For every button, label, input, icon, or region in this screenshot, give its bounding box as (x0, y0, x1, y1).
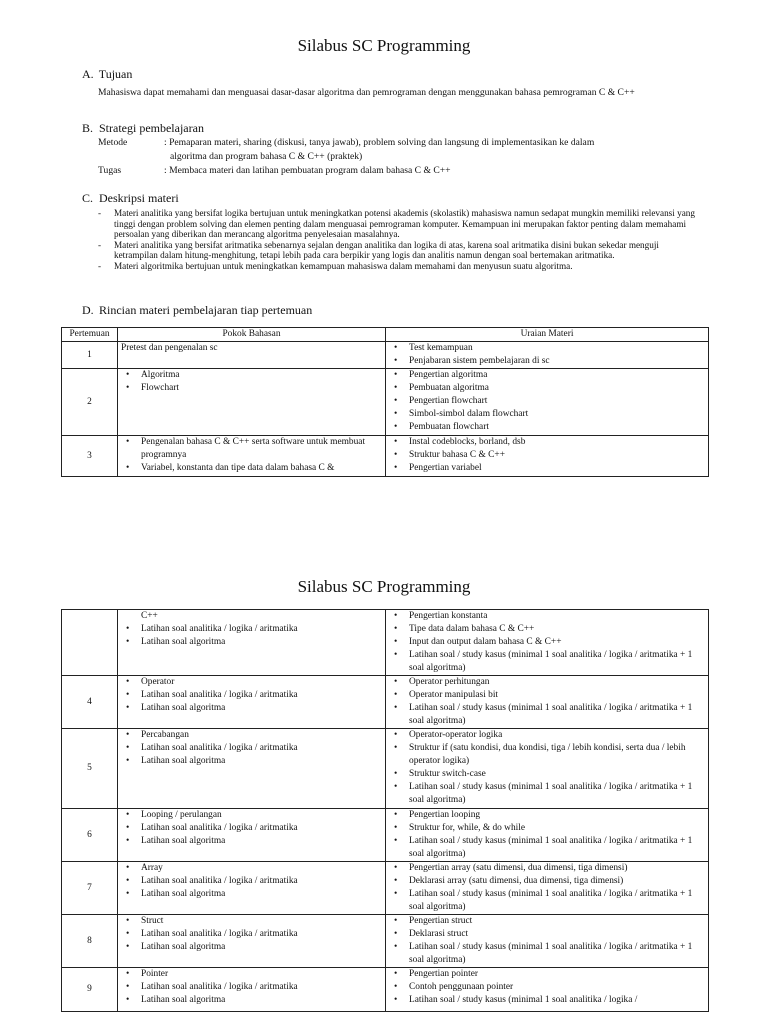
list-item: • Latihan soal analitika / logika / aritmatika (121, 822, 382, 835)
list-item: • Pointer (121, 968, 382, 981)
table-header-row (62, 328, 709, 342)
table-row (62, 915, 709, 968)
pertemuan-number: 8 (62, 915, 118, 968)
uraian-cell (386, 676, 709, 729)
pokok-bahasan-cell (118, 862, 386, 915)
section-letter: A. (82, 67, 94, 81)
pertemuan-number: 9 (62, 968, 118, 1012)
list-item: • Pengertian array (satu dimensi, dua dimensi, tiga dimensi) (389, 862, 705, 875)
pokok-bahasan-cell (118, 369, 386, 436)
list-item: • Struktur for, while, & do while (389, 822, 705, 835)
header-uraian-materi: Uraian Materi (386, 328, 709, 342)
table-row (62, 610, 709, 676)
list-item: • Percabangan (121, 729, 382, 742)
deskripsi-item: - Materi analitika yang bersifat logika bertujuan untuk meningkatkan potensi akademis (skolastik) mahasiswa namun sedapat mungkin memiliki relevansi yang tinggi dengan problem solving dan elemen penting dalam menguasai pemrograman komputer. Kemampuan ini merupakan faktor penting dalam memahami persoalan yang diberikan dan merancang algoritma penyelesaian masalahnya. (98, 208, 704, 240)
list-item: • Flowchart (121, 382, 382, 395)
list-item: • Latihan soal analitika / logika / aritmatika (121, 623, 382, 636)
list-item: • Latihan soal analitika / logika / aritmatika (121, 981, 382, 994)
list-item: • Input dan output dalam bahasa C & C++ (389, 636, 705, 649)
uraian-cell (386, 862, 709, 915)
table-row (62, 968, 709, 1012)
list-item: • Latihan soal / study kasus (minimal 1 soal analitika / logika / (389, 994, 705, 1007)
list-item: • Instal codeblocks, borland, dsb (389, 436, 705, 449)
list-item: • Struct (121, 915, 382, 928)
list-item: • Pengertian looping (389, 809, 705, 822)
pertemuan-number: 7 (62, 862, 118, 915)
uraian-cell (386, 968, 709, 1012)
table-row (62, 729, 709, 809)
list-item: • Pengertian pointer (389, 968, 705, 981)
list-item: • Deklarasi array (satu dimensi, dua dimensi, tiga dimensi) (389, 875, 705, 888)
tugas-row (98, 164, 704, 178)
pokok-bahasan-cell (118, 968, 386, 1012)
list-item: • Latihan soal / study kasus (minimal 1 soal analitika / logika / aritmatika + 1 soal algoritma) (389, 888, 705, 914)
uraian-cell (386, 610, 709, 676)
uraian-cell (386, 369, 709, 436)
section-letter: B. (82, 121, 94, 135)
list-item: • Operator-operator logika (389, 729, 705, 742)
header-pertemuan: Pertemuan (62, 328, 118, 342)
pokok-text: Pretest dan pengenalan sc (121, 343, 218, 353)
section-c-heading (82, 191, 179, 206)
metode-label: Metode (98, 137, 128, 148)
table-row (62, 862, 709, 915)
list-item: • Struktur switch-case (389, 768, 705, 781)
list-item: • Latihan soal algoritma (121, 994, 382, 1007)
section-title: Strategi pembelajaran (99, 121, 204, 135)
list-item: • Penjabaran sistem pembelajaran di sc (389, 355, 705, 368)
pokok-bahasan-cell (118, 436, 386, 477)
list-item: • Pembuatan flowchart (389, 421, 705, 434)
list-item: • Simbol-simbol dalam flowchart (389, 408, 705, 421)
tugas-value: : Membaca materi dan latihan pembuatan program dalam bahasa C & C++ (164, 165, 451, 176)
pertemuan-number: 2 (62, 369, 118, 436)
uraian-cell (386, 342, 709, 369)
list-item: • Latihan soal / study kasus (minimal 1 soal analitika / logika / aritmatika + 1 soal algoritma) (389, 941, 705, 967)
list-item: • Latihan soal analitika / logika / aritmatika (121, 875, 382, 888)
pertemuan-number: 1 (62, 342, 118, 369)
list-item: • Latihan soal analitika / logika / aritmatika (121, 928, 382, 941)
section-d-heading (82, 303, 312, 318)
header-pokok-bahasan: Pokok Bahasan (118, 328, 386, 342)
deskripsi-item: - Materi algoritmika bertujuan untuk meningkatkan kemampuan mahasiswa dalam memahami dan menyusun suatu algoritma. (98, 261, 704, 272)
pokok-bahasan-cell (118, 809, 386, 862)
page-title: Silabus SC Programming (297, 577, 471, 596)
list-item: • Variabel, konstanta dan tipe data dalam bahasa C & (121, 462, 382, 475)
table-row (62, 369, 709, 436)
list-item: • Operator (121, 676, 382, 689)
page-title: Silabus SC Programming (297, 36, 471, 55)
tugas-label: Tugas (98, 165, 122, 176)
list-item: • Pengertian algoritma (389, 369, 705, 382)
list-item: • Latihan soal algoritma (121, 636, 382, 649)
pertemuan-number: 6 (62, 809, 118, 862)
syllabus-table-page-1 (61, 327, 709, 477)
section-letter: C. (82, 191, 94, 205)
list-item: • Test kemampuan (389, 342, 705, 355)
list-item: • Struktur bahasa C & C++ (389, 449, 705, 462)
list-item: • Pengenalan bahasa C & C++ serta software untuk membuat programnya (121, 436, 382, 462)
list-item: • Latihan soal algoritma (121, 755, 382, 768)
list-item: • Pembuatan algoritma (389, 382, 705, 395)
list-item: • Tipe data dalam bahasa C & C++ (389, 623, 705, 636)
section-title: Rincian materi pembelajaran tiap pertemuan (99, 303, 313, 317)
metode-value-cont: algoritma dan program bahasa C & C++ (praktek) (170, 151, 363, 162)
list-item: • Latihan soal / study kasus (minimal 1 soal analitika / logika / aritmatika + 1 soal algoritma) (389, 702, 705, 728)
pokok-bahasan-cell (118, 676, 386, 729)
deskripsi-list (98, 208, 704, 272)
list-item: • Pengertian konstanta (389, 610, 705, 623)
pokok-continuation: C++ (141, 611, 158, 621)
list-item: • Latihan soal algoritma (121, 941, 382, 954)
pokok-bahasan-cell (118, 342, 386, 369)
list-item: • Latihan soal algoritma (121, 702, 382, 715)
section-a-heading (82, 67, 132, 82)
list-item: • Operator manipulasi bit (389, 689, 705, 702)
list-item: • Operator perhitungan (389, 676, 705, 689)
table-row (62, 676, 709, 729)
list-item: • Contoh penggunaan pointer (389, 981, 705, 994)
list-item: • Looping / perulangan (121, 809, 382, 822)
pertemuan-number: 4 (62, 676, 118, 729)
list-item: • Latihan soal / study kasus (minimal 1 soal analitika / logika / aritmatika + 1 soal algoritma) (389, 835, 705, 861)
pokok-bahasan-cell (118, 610, 386, 676)
list-item: • Latihan soal analitika / logika / aritmatika (121, 742, 382, 755)
section-title: Deskripsi materi (99, 191, 179, 205)
list-item: • Pengertian flowchart (389, 395, 705, 408)
list-item: • Pengertian variabel (389, 462, 705, 475)
metode-row (98, 136, 704, 150)
section-letter: D. (82, 303, 94, 317)
tujuan-text: Mahasiswa dapat memahami dan menguasai dasar-dasar algoritma dan pemrograman dengan menggunakan bahasa pemrograman C & C++ (98, 87, 635, 98)
list-item: • Array (121, 862, 382, 875)
pokok-bahasan-cell (118, 915, 386, 968)
list-item: • Pengertian struct (389, 915, 705, 928)
uraian-cell (386, 915, 709, 968)
deskripsi-item: - Materi analitika yang bersifat aritmatika sebenarnya sejalan dengan analitika dan logika di atas, karena soal aritmatika disini bukan sekedar menguji ketrampilan dalam hitung-menghitung, tetapi lebih pada cara berpikir yang logis dan analitis namun dengan soal bertemakan aritmatika. (98, 240, 704, 261)
section-title: Tujuan (98, 67, 133, 81)
section-b-heading (82, 121, 204, 136)
table-row (62, 342, 709, 369)
metode-value: : Pemaparan materi, sharing (diskusi, tanya jawab), problem solving dan langsung di implementasikan ke dalam (164, 137, 595, 148)
pertemuan-number (62, 610, 118, 676)
list-item: • Latihan soal / study kasus (minimal 1 soal analitika / logika / aritmatika + 1 soal algoritma) (389, 649, 705, 675)
pokok-bahasan-cell (118, 729, 386, 809)
syllabus-table-page-2 (61, 609, 709, 1012)
uraian-cell (386, 729, 709, 809)
list-item: • Latihan soal / study kasus (minimal 1 soal analitika / logika / aritmatika + 1 soal algoritma) (389, 781, 705, 807)
list-item: • Struktur if (satu kondisi, dua kondisi, tiga / lebih kondisi, serta dua / lebih operator logika) (389, 742, 705, 768)
list-item: • Latihan soal algoritma (121, 888, 382, 901)
list-item: • Deklarasi struct (389, 928, 705, 941)
uraian-cell (386, 436, 709, 477)
metode-row-cont (170, 150, 362, 164)
uraian-cell (386, 809, 709, 862)
table-row (62, 436, 709, 477)
pertemuan-number: 5 (62, 729, 118, 809)
list-item: • Latihan soal algoritma (121, 835, 382, 848)
pertemuan-number: 3 (62, 436, 118, 477)
list-item: • Latihan soal analitika / logika / aritmatika (121, 689, 382, 702)
list-item: • Algoritma (121, 369, 382, 382)
table-row (62, 809, 709, 862)
